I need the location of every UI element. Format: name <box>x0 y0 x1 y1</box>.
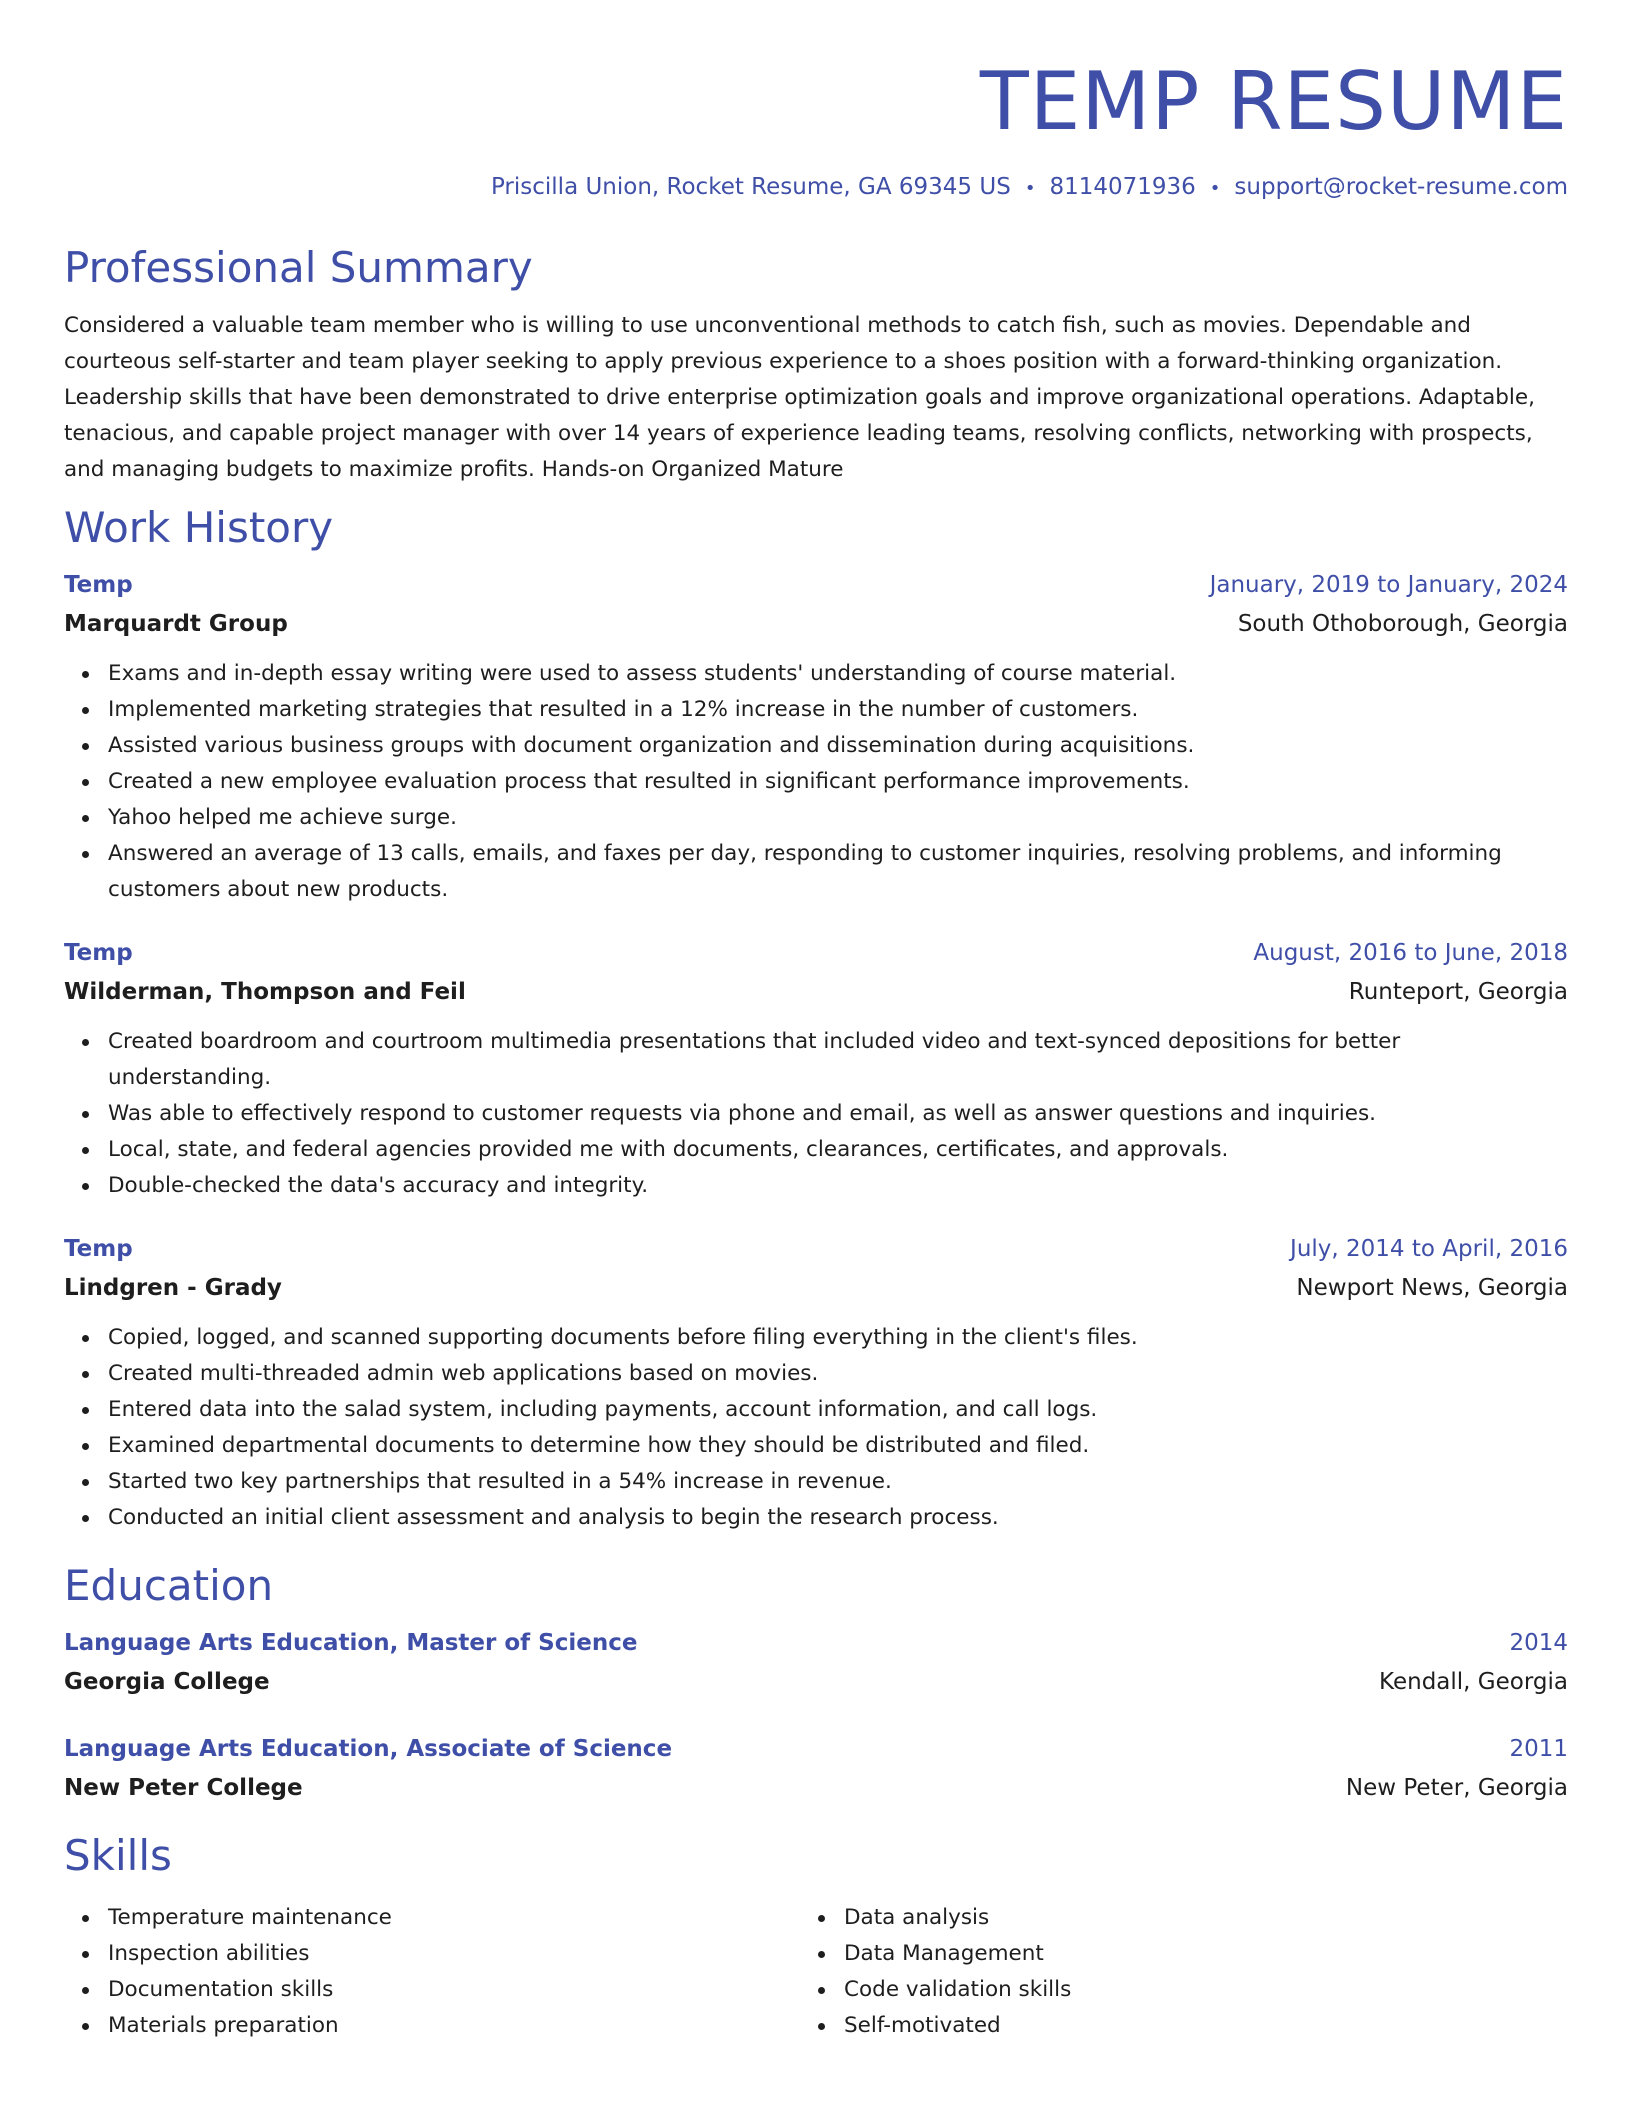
resume-header <box>64 0 1568 204</box>
job-duties-list <box>64 1024 1568 1204</box>
education-degree: Language Arts Education, Master of Science <box>64 1630 638 1656</box>
skills-column-right <box>800 1900 1536 2044</box>
job-entry <box>64 568 1568 908</box>
candidate-name: TEMP RESUME <box>979 55 1568 148</box>
contact-email: support@rocket-resume.com <box>1234 174 1568 200</box>
job-duties-list <box>64 656 1568 908</box>
education-year: 2014 <box>1509 1630 1568 1656</box>
job-duty: Copied, logged, and scanned supporting documents before filing everything in the client's files. <box>108 1320 1568 1356</box>
contact-phone: 8114071936 <box>1049 174 1196 200</box>
job-duty: Entered data into the salad system, including payments, account information, and call logs. <box>108 1392 1568 1428</box>
skill-item: Code validation skills <box>844 1972 1536 2008</box>
job-company: Lindgren - Grady <box>64 1275 282 1301</box>
summary-text: Considered a valuable team member who is willing to use unconventional methods to catch fish, such as movies. Dependable and courteous self-starter and team player seeking to apply previous experience to a shoes position with a forward-thinking organization. Leadership skills that have been demonstrated to drive enterprise optimization goals and improve organizational operations. Adaptable, tenacious, and capable project manager with over 14 years of experience leading teams, resolving conflicts, networking with prospects, and managing budgets to maximize profits. Hands-on Organized Mature <box>64 313 1535 482</box>
job-duty: Conducted an initial client assessment and analysis to begin the research process. <box>108 1500 1568 1536</box>
job-duty: Examined departmental documents to determine how they should be distributed and filed. <box>108 1428 1568 1464</box>
skills-column-left <box>64 1900 800 2044</box>
job-duty: Created a new employee evaluation process that resulted in significant performance improvements. <box>108 764 1568 800</box>
job-company: Marquardt Group <box>64 611 288 637</box>
job-duty: Started two key partnerships that resulted in a 54% increase in revenue. <box>108 1464 1568 1500</box>
education-entry <box>64 1732 1568 1806</box>
education-location: Kendall, Georgia <box>1379 1669 1568 1695</box>
job-role: Temp <box>64 572 133 598</box>
section-title-skills: Skills <box>64 1831 172 1880</box>
education-degree: Language Arts Education, Associate of Science <box>64 1736 673 1762</box>
skill-item: Documentation skills <box>108 1972 800 2008</box>
job-entry <box>64 1232 1568 1536</box>
contact-separator: • <box>1209 178 1221 199</box>
job-duty: Assisted various business groups with document organization and dissemination during acquisitions. <box>108 728 1568 764</box>
job-duties-list <box>64 1320 1568 1536</box>
job-duty: Created multi-threaded admin web applications based on movies. <box>108 1356 1568 1392</box>
job-company: Wilderman, Thompson and Feil <box>64 979 466 1005</box>
job-location: Newport News, Georgia <box>1296 1275 1568 1301</box>
section-title-summary: Professional Summary <box>64 243 533 292</box>
job-duty: Answered an average of 13 calls, emails, and faxes per day, responding to customer inquiries, resolving problems, and informing customers about new products. <box>108 836 1568 908</box>
section-title-work-history: Work History <box>64 503 334 552</box>
skill-item: Materials preparation <box>108 2008 800 2044</box>
contact-address: Priscilla Union, Rocket Resume, GA 69345 US <box>490 174 1011 200</box>
job-dates: January, 2019 to January, 2024 <box>1209 572 1568 598</box>
job-dates: August, 2016 to June, 2018 <box>1253 940 1568 966</box>
education-school: Georgia College <box>64 1669 270 1695</box>
job-duty: Yahoo helped me achieve surge. <box>108 800 1568 836</box>
skills-list <box>64 1900 800 2044</box>
job-entry <box>64 936 1568 1204</box>
job-duty: Exams and in-depth essay writing were used to assess students' understanding of course material. <box>108 656 1568 692</box>
education-school: New Peter College <box>64 1775 303 1801</box>
job-duty: Local, state, and federal agencies provided me with documents, clearances, certificates, and approvals. <box>108 1132 1568 1168</box>
job-role: Temp <box>64 1236 133 1262</box>
skill-item: Self-motivated <box>844 2008 1536 2044</box>
contact-line <box>64 172 1568 204</box>
skill-item: Data Management <box>844 1936 1536 1972</box>
section-title-education: Education <box>64 1561 274 1610</box>
education-entry <box>64 1626 1568 1700</box>
contact-separator: • <box>1024 178 1036 199</box>
job-location: South Othoborough, Georgia <box>1237 611 1568 637</box>
job-duty: Implemented marketing strategies that resulted in a 12% increase in the number of customers. <box>108 692 1568 728</box>
education-year: 2011 <box>1509 1736 1568 1762</box>
education-location: New Peter, Georgia <box>1345 1775 1568 1801</box>
job-duty: Created boardroom and courtroom multimedia presentations that included video and text-synced depositions for better understanding. <box>108 1024 1568 1096</box>
skill-item: Data analysis <box>844 1900 1536 1936</box>
job-dates: July, 2014 to April, 2016 <box>1290 1236 1568 1262</box>
job-role: Temp <box>64 940 133 966</box>
job-location: Runteport, Georgia <box>1348 979 1568 1005</box>
skill-item: Temperature maintenance <box>108 1900 800 1936</box>
job-duty: Was able to effectively respond to customer requests via phone and email, as well as answer questions and inquiries. <box>108 1096 1568 1132</box>
job-duty: Double-checked the data's accuracy and integrity. <box>108 1168 1568 1204</box>
skills-list <box>800 1900 1536 2044</box>
skill-item: Inspection abilities <box>108 1936 800 1972</box>
skills-grid <box>64 1900 1568 2044</box>
